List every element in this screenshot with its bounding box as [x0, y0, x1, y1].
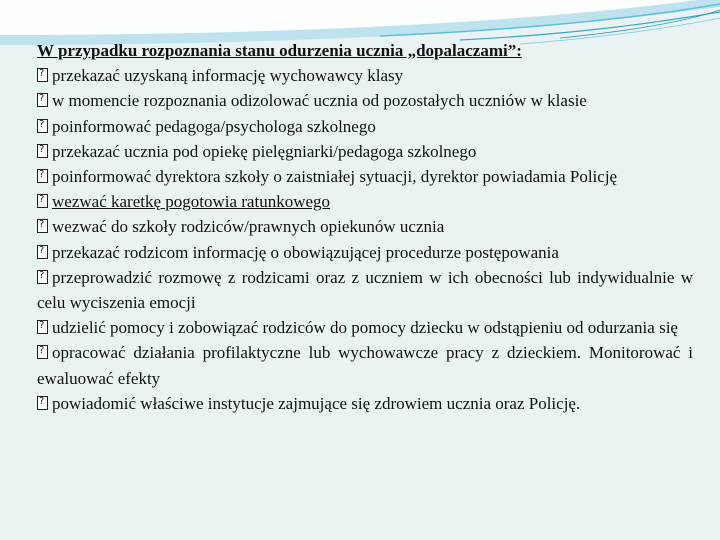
missing-glyph-bullet-icon — [37, 396, 48, 410]
list-item — [37, 88, 693, 113]
missing-glyph-bullet-icon — [37, 245, 48, 259]
list-item-text: poinformować dyrektora szkoły o zaistniałej sytuacji, dyrektor powiadamia Policję — [52, 167, 618, 187]
list-item — [37, 189, 693, 214]
missing-glyph-bullet-icon — [37, 219, 48, 233]
missing-glyph-bullet-icon — [37, 320, 48, 334]
missing-glyph-bullet-icon — [37, 194, 48, 208]
list-item — [37, 240, 693, 265]
list-item-text: opracować działania profilaktyczne lub wychowawcze pracy z dzieckiem. Monitorować i ewaluować efekty — [37, 343, 693, 388]
missing-glyph-bullet-icon — [37, 345, 48, 359]
list-item-text: przeprowadzić rozmowę z rodzicami oraz z uczniem w ich obecności lub indywidualnie w celu wyciszenia emocji — [37, 267, 693, 313]
document-body — [37, 38, 693, 416]
procedure-heading: W przypadku rozpoznania stanu odurzenia ucznia „dopalaczami”: — [37, 41, 522, 60]
list-item-text: przekazać rodzicom informację o obowiązującej procedurze postępowania — [52, 242, 559, 262]
missing-glyph-bullet-icon — [37, 144, 48, 158]
list-item-text: udzielić pomocy i zobowiązać rodziców do pomocy dziecku w odstąpieniu od odurzania się — [52, 318, 678, 338]
list-item — [37, 114, 693, 139]
list-item-text: w momencie rozpoznania odizolować ucznia od pozostałych uczniów w klasie — [52, 91, 587, 111]
missing-glyph-bullet-icon — [37, 93, 48, 107]
missing-glyph-bullet-icon — [37, 119, 48, 133]
list-item — [37, 214, 693, 239]
list-item-text: wezwać karetkę pogotowia ratunkowego — [52, 192, 331, 212]
list-item-text: przekazać uzyskaną informację wychowawcy klasy — [52, 66, 404, 86]
list-item — [37, 315, 693, 340]
list-item-text: przekazać ucznia pod opiekę pielęgniarki/pedagoga szkolnego — [52, 141, 477, 161]
list-item — [37, 265, 693, 315]
list-item — [37, 340, 693, 390]
list-item — [37, 63, 693, 88]
missing-glyph-bullet-icon — [37, 169, 48, 183]
list-item — [37, 391, 693, 416]
procedure-list — [37, 63, 693, 416]
missing-glyph-bullet-icon — [37, 270, 48, 284]
list-item-text: wezwać do szkoły rodziców/prawnych opiekunów ucznia — [52, 217, 445, 237]
list-item-text: poinformować pedagoga/psychologa szkolnego — [52, 116, 376, 136]
list-item — [37, 139, 693, 164]
missing-glyph-bullet-icon — [37, 68, 48, 82]
list-item-text: powiadomić właściwe instytucje zajmujące się zdrowiem ucznia oraz Policję. — [52, 393, 581, 413]
list-item — [37, 164, 693, 189]
